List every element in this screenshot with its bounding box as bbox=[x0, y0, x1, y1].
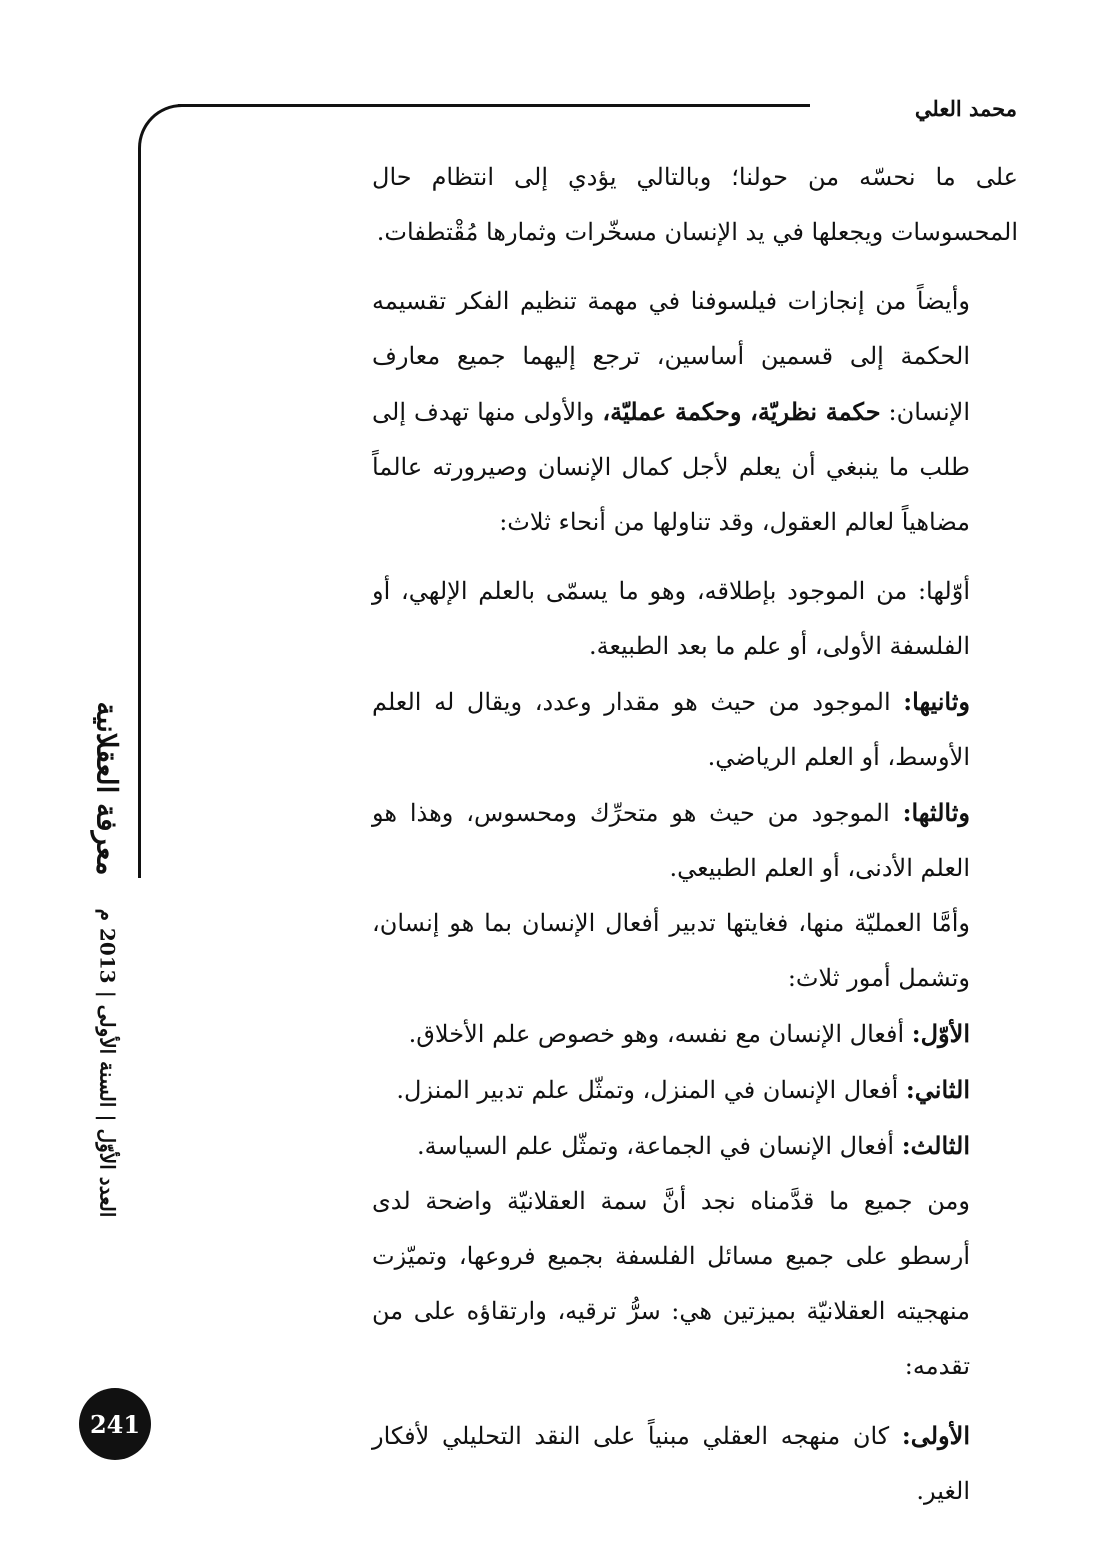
paragraph-9-text: أفعال الإنسان في الجماعة، وتمثّل علم السياسة. bbox=[417, 1132, 895, 1160]
paragraph-7-label: الأوّل: bbox=[911, 1019, 970, 1048]
running-header-author: محمد العلي bbox=[914, 96, 1017, 121]
body-text bbox=[372, 150, 1018, 1519]
paragraph-5-label: وثالثها: bbox=[902, 798, 970, 827]
paragraph-10: ومن جميع ما قدَّمناه نجد أنَّ سمة العقلانيّة واضحة لدى أرسطو على جميع مسائل الفلسفة بجميع فروعها، وتميّزت منهجيته العقلانيّة بميزتين هي: سرُّ ترقيه، وارتقاؤه على من تقدمه: bbox=[372, 1187, 970, 1380]
paragraph-6: وأمَّا العمليّة منها، فغايتها تدبير أفعال الإنسان بما هو إنسان، وتشمل أمور ثلاث: bbox=[372, 909, 971, 992]
frame-corner bbox=[138, 104, 201, 167]
paragraph-3-label: أوّلها: bbox=[917, 577, 970, 605]
frame-top-rule bbox=[178, 104, 810, 107]
paragraph-5 bbox=[372, 785, 1018, 896]
paragraph-8-label: الثاني: bbox=[905, 1075, 970, 1104]
page-number: 241 bbox=[79, 1388, 151, 1460]
paragraph-3 bbox=[372, 564, 1018, 674]
paragraph-11-text: كان منهجه العقلي مبنياً على النقد التحليلي لأفكار الغير. bbox=[372, 1422, 970, 1505]
paragraph-1: على ما نحسّه من حولنا؛ وبالتالي يؤدي إلى انتظام حال المحسوسات ويجعلها في يد الإنسان مسخّرات وثمارها مُقْتطفات. bbox=[372, 163, 1018, 246]
paragraph-4-label: وثانيها: bbox=[903, 687, 971, 716]
issue-info bbox=[90, 896, 124, 1230]
paragraph-9-label: الثالث: bbox=[901, 1131, 970, 1160]
journal-logo-text: معرفة العقلانية bbox=[90, 700, 124, 876]
paragraph-5-text: الموجود من حيث هو متحرِّك ومحسوس، وهذا هو العلم الأدنى، أو العلم الطبيعي. bbox=[372, 799, 970, 882]
paragraph-2 bbox=[372, 274, 1018, 550]
paragraph-11-label: الأولى: bbox=[901, 1421, 970, 1450]
frame-side-rule bbox=[138, 150, 141, 878]
paragraph-4 bbox=[372, 674, 1018, 785]
issue-info-text: العدد الأوّل | السنة الأولى | 2013 م bbox=[94, 908, 119, 1218]
paragraph-7 bbox=[372, 1006, 1018, 1062]
paragraph-7-text: أفعال الإنسان مع نفسه، وهو خصوص علم الأخلاق. bbox=[408, 1020, 905, 1048]
paragraph-8 bbox=[372, 1062, 1018, 1118]
paragraph-4-text: الموجود من حيث هو مقدار وعدد، ويقال له العلم الأوسط، أو العلم الرياضي. bbox=[372, 688, 970, 771]
paragraph-11 bbox=[372, 1408, 1018, 1519]
paragraph-3-text: من الموجود بإطلاقه، وهو ما يسمّى بالعلم الإلهي، أو الفلسفة الأولى، أو علم ما بعد الطبيعة. bbox=[372, 577, 970, 660]
paragraph-2-bold: حكمة نظريّة، وحكمة عمليّة، bbox=[602, 397, 881, 426]
paragraph-9 bbox=[372, 1118, 1018, 1174]
paragraph-2-part-a: وأيضاً من إنجازات فيلسوفنا في مهمة تنظيم الفكر تقسيمه الحكمة إلى قسمين أساسين، ترجع إليهما جميع معارف الإنسان: bbox=[372, 287, 971, 426]
paragraph-8-text: أفعال الإنسان في المنزل، وتمثّل علم تدبير المنزل. bbox=[396, 1076, 899, 1104]
journal-logo bbox=[82, 700, 132, 876]
paragraph-2-part-b: والأولى منها تهدف إلى طلب ما ينبغي أن يعلم لأجل كمال الإنسان وصيرورته عالماً مضاهياً لعالم العقول، وقد تناولها من أنحاء ثلاث: bbox=[372, 398, 970, 536]
